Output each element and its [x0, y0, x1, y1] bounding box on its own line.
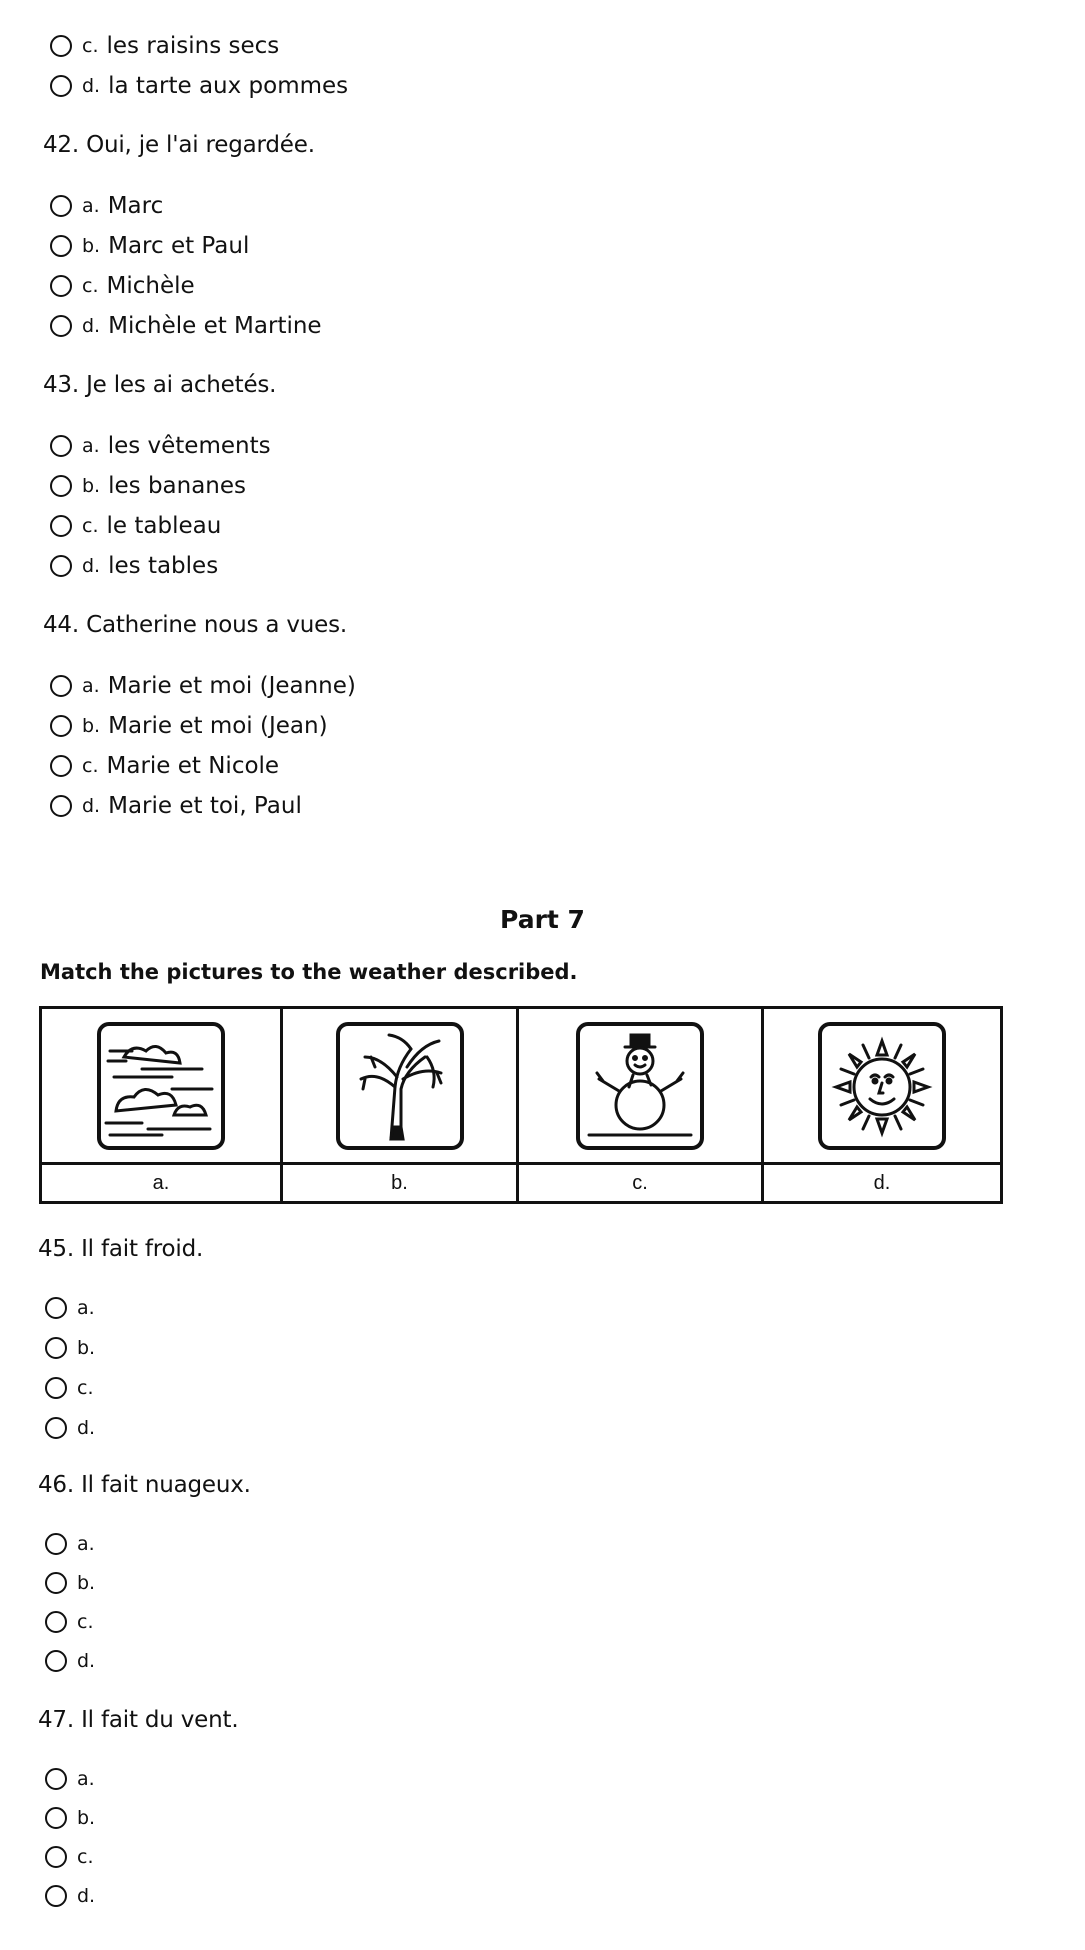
option-text: Michèle et Martine	[108, 313, 322, 339]
option-letter: c.	[77, 1846, 94, 1868]
option-letter: d.	[77, 1417, 96, 1439]
radio-button[interactable]	[50, 195, 72, 217]
option-text: Marie et moi (Jeanne)	[107, 673, 356, 699]
q43-option-b[interactable]	[50, 473, 246, 499]
option-letter: b.	[82, 475, 101, 497]
q47-option-d[interactable]	[45, 1885, 103, 1907]
radio-button[interactable]	[50, 675, 72, 697]
radio-button[interactable]	[45, 1650, 67, 1672]
radio-button[interactable]	[50, 515, 72, 537]
option-text: Marie et toi, Paul	[108, 793, 302, 819]
option-text: Marie et moi (Jean)	[108, 713, 328, 739]
q43-option-c[interactable]	[50, 513, 221, 539]
option-text: les vêtements	[107, 433, 271, 459]
radio-button[interactable]	[45, 1885, 67, 1907]
q46-option-a[interactable]	[45, 1533, 103, 1555]
option-text: les bananes	[108, 473, 247, 499]
option-text: Marc et Paul	[108, 233, 250, 259]
radio-button[interactable]	[50, 715, 72, 737]
q44-option-d[interactable]	[50, 793, 302, 819]
question-45: 45. Il fait froid.	[38, 1236, 204, 1262]
q44-option-b[interactable]	[50, 713, 328, 739]
option-text: Marie et Nicole	[106, 753, 280, 779]
option-letter: a.	[82, 195, 100, 217]
radio-button[interactable]	[45, 1533, 67, 1555]
question-44: 44. Catherine nous a vues.	[43, 612, 348, 638]
picture-cell-b	[283, 1009, 519, 1165]
question-46: 46. Il fait nuageux.	[38, 1472, 251, 1498]
option-letter: c.	[82, 515, 99, 537]
option-letter: d.	[82, 75, 101, 97]
radio-button[interactable]	[45, 1807, 67, 1829]
q43-option-d[interactable]	[50, 553, 218, 579]
q45-option-a[interactable]	[45, 1297, 103, 1319]
q42-option-a[interactable]	[50, 193, 163, 219]
option-text: les raisins secs	[106, 33, 280, 59]
radio-button[interactable]	[50, 235, 72, 257]
sun-icon	[818, 1022, 946, 1150]
question-47: 47. Il fait du vent.	[38, 1707, 239, 1733]
option-letter: a.	[82, 435, 100, 457]
q44-option-a[interactable]	[50, 673, 356, 699]
q47-option-a[interactable]	[45, 1768, 103, 1790]
option-text: le tableau	[106, 513, 222, 539]
q46-option-d[interactable]	[45, 1650, 103, 1672]
radio-button[interactable]	[45, 1846, 67, 1868]
radio-button[interactable]	[50, 795, 72, 817]
picture-cell-a	[42, 1009, 283, 1165]
picture-label-b: b.	[283, 1165, 519, 1201]
part-title: Part 7	[500, 905, 585, 934]
option-text: Michèle	[106, 273, 195, 299]
question-42: 42. Oui, je l'ai regardée.	[43, 132, 315, 158]
option-letter: b.	[82, 715, 101, 737]
radio-button[interactable]	[50, 275, 72, 297]
q47-option-b[interactable]	[45, 1807, 103, 1829]
weather-picture-table	[39, 1006, 1003, 1204]
option-letter: d.	[82, 555, 101, 577]
option-text: la tarte aux pommes	[108, 73, 349, 99]
option-letter: a.	[82, 675, 100, 697]
radio-button[interactable]	[50, 75, 72, 97]
option-letter: a.	[77, 1297, 95, 1319]
q42-option-d[interactable]	[50, 313, 322, 339]
q41-option-d[interactable]	[50, 73, 348, 99]
option-letter: d.	[77, 1885, 96, 1907]
radio-button[interactable]	[50, 315, 72, 337]
option-letter: c.	[77, 1377, 94, 1399]
q47-option-c[interactable]	[45, 1846, 102, 1868]
radio-button[interactable]	[50, 475, 72, 497]
q45-option-b[interactable]	[45, 1337, 103, 1359]
snowman-icon	[576, 1022, 704, 1150]
radio-button[interactable]	[45, 1417, 67, 1439]
q45-option-c[interactable]	[45, 1377, 102, 1399]
radio-button[interactable]	[50, 35, 72, 57]
q46-option-b[interactable]	[45, 1572, 103, 1594]
option-letter: a.	[77, 1533, 95, 1555]
option-letter: c.	[77, 1611, 94, 1633]
option-letter: c.	[82, 755, 99, 777]
option-letter: b.	[77, 1807, 96, 1829]
part-instructions: Match the pictures to the weather described.	[40, 960, 578, 984]
option-letter: d.	[82, 315, 101, 337]
q45-option-d[interactable]	[45, 1417, 103, 1439]
question-43: 43. Je les ai achetés.	[43, 372, 277, 398]
picture-cell-c	[519, 1009, 764, 1165]
option-letter: c.	[82, 275, 99, 297]
q42-option-b[interactable]	[50, 233, 249, 259]
picture-cell-d	[764, 1009, 1000, 1165]
option-letter: b.	[77, 1337, 96, 1359]
option-letter: c.	[82, 35, 99, 57]
picture-label-c: c.	[519, 1165, 764, 1201]
option-text: Marc	[107, 193, 164, 219]
radio-button[interactable]	[50, 555, 72, 577]
q46-option-c[interactable]	[45, 1611, 102, 1633]
windy-tree-icon	[336, 1022, 464, 1150]
picture-label-a: a.	[42, 1165, 283, 1201]
radio-button[interactable]	[45, 1377, 67, 1399]
q41-option-c[interactable]	[50, 33, 279, 59]
radio-button[interactable]	[45, 1297, 67, 1319]
q42-option-c[interactable]	[50, 273, 195, 299]
option-letter: d.	[77, 1650, 96, 1672]
option-letter: a.	[77, 1768, 95, 1790]
option-letter: b.	[82, 235, 101, 257]
option-letter: b.	[77, 1572, 96, 1594]
q43-option-a[interactable]	[50, 433, 271, 459]
picture-label-d: d.	[873, 1171, 891, 1194]
radio-button[interactable]	[45, 1337, 67, 1359]
radio-button[interactable]	[45, 1611, 67, 1633]
option-text: les tables	[108, 553, 219, 579]
radio-button[interactable]	[50, 435, 72, 457]
q44-option-c[interactable]	[50, 753, 279, 779]
radio-button[interactable]	[45, 1572, 67, 1594]
clouds-icon	[97, 1022, 225, 1150]
radio-button[interactable]	[50, 755, 72, 777]
option-letter: d.	[82, 795, 101, 817]
radio-button[interactable]	[45, 1768, 67, 1790]
